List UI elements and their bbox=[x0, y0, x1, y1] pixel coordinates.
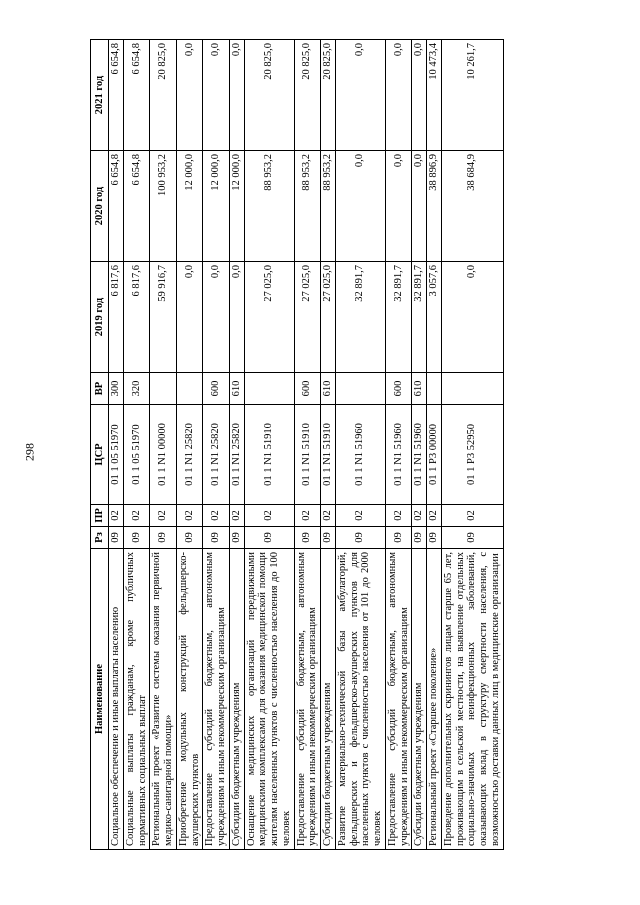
row-2019: 27 025,0 bbox=[244, 262, 294, 373]
row-2021: 0,0 bbox=[412, 40, 427, 151]
header-2020: 2020 год bbox=[91, 151, 109, 262]
row-vr: 600 bbox=[294, 373, 321, 405]
header-vr: ВР bbox=[91, 373, 109, 405]
row-rz: 09 bbox=[335, 527, 385, 549]
row-csr: 01 1 N1 51910 bbox=[321, 405, 336, 505]
row-vr: 610 bbox=[229, 373, 244, 405]
row-2021: 6 654,8 bbox=[109, 40, 124, 151]
row-2021: 6 654,8 bbox=[123, 40, 150, 151]
table-row bbox=[294, 40, 321, 850]
row-rz: 09 bbox=[441, 527, 503, 549]
row-rz: 09 bbox=[203, 527, 230, 549]
table-row bbox=[109, 40, 124, 850]
table-row bbox=[335, 40, 385, 850]
row-2020: 12 000,0 bbox=[176, 151, 203, 262]
row-2021: 0,0 bbox=[229, 40, 244, 151]
row-2020: 12 000,0 bbox=[203, 151, 230, 262]
table-row bbox=[244, 40, 294, 850]
row-vr: 600 bbox=[203, 373, 230, 405]
row-2019: 0,0 bbox=[203, 262, 230, 373]
row-name: Социальное обеспечение и иные выплаты населению bbox=[109, 549, 124, 850]
row-pr: 02 bbox=[123, 505, 150, 527]
table-row bbox=[441, 40, 503, 850]
row-rz: 09 bbox=[385, 527, 412, 549]
row-rz: 09 bbox=[412, 527, 427, 549]
row-2019: 0,0 bbox=[441, 262, 503, 373]
row-vr: 610 bbox=[321, 373, 336, 405]
row-pr: 02 bbox=[412, 505, 427, 527]
row-csr: 01 1 N1 25820 bbox=[176, 405, 203, 505]
row-2021: 20 825,0 bbox=[150, 40, 177, 151]
row-2021: 0,0 bbox=[385, 40, 412, 151]
row-name: Предоставление субсидий бюджетным, автономным учреждениям и иным некоммерческим организациям bbox=[385, 549, 412, 850]
row-2020: 0,0 bbox=[412, 151, 427, 262]
row-2020: 6 654,8 bbox=[109, 151, 124, 262]
row-vr: 600 bbox=[385, 373, 412, 405]
table-row bbox=[427, 40, 442, 850]
row-pr: 02 bbox=[385, 505, 412, 527]
row-2020: 0,0 bbox=[385, 151, 412, 262]
rotated-page-area bbox=[93, 40, 640, 850]
header-2021: 2021 год bbox=[91, 40, 109, 151]
table-row bbox=[176, 40, 203, 850]
row-2021: 20 825,0 bbox=[294, 40, 321, 151]
row-2021: 20 825,0 bbox=[321, 40, 336, 151]
row-vr: 320 bbox=[123, 373, 150, 405]
row-2019: 0,0 bbox=[229, 262, 244, 373]
row-name: Приобретение модульных конструкций фельдшерско-акушерских пунктов bbox=[176, 549, 203, 850]
row-csr: 01 1 05 51970 bbox=[109, 405, 124, 505]
row-rz: 09 bbox=[150, 527, 177, 549]
row-2020: 38 684,9 bbox=[441, 151, 503, 262]
table-header-row bbox=[91, 40, 109, 850]
row-csr: 01 1 N1 51910 bbox=[244, 405, 294, 505]
row-2021: 0,0 bbox=[203, 40, 230, 151]
header-name: Наименование bbox=[91, 549, 109, 850]
row-csr: 01 1 P3 00000 bbox=[427, 405, 442, 505]
row-2020: 6 654,8 bbox=[123, 151, 150, 262]
row-2019: 27 025,0 bbox=[294, 262, 321, 373]
row-rz: 09 bbox=[123, 527, 150, 549]
page-number: 298 bbox=[22, 443, 37, 461]
table-row bbox=[150, 40, 177, 850]
row-2019: 32 891,7 bbox=[412, 262, 427, 373]
page-number-area bbox=[0, 0, 60, 905]
row-2021: 20 825,0 bbox=[244, 40, 294, 151]
row-pr: 02 bbox=[321, 505, 336, 527]
row-vr bbox=[335, 373, 385, 405]
row-vr bbox=[176, 373, 203, 405]
row-2020: 0,0 bbox=[335, 151, 385, 262]
row-vr bbox=[441, 373, 503, 405]
row-2019: 6 817,6 bbox=[123, 262, 150, 373]
row-csr: 01 1 N1 25820 bbox=[203, 405, 230, 505]
row-pr: 02 bbox=[109, 505, 124, 527]
row-vr bbox=[427, 373, 442, 405]
row-name: Оснащение медицинских организаций передвижными медицинскими комплексами для оказания медицинской помощи жителям населенных пунктов с численностью населения до 100 человек bbox=[244, 549, 294, 850]
table-row bbox=[412, 40, 427, 850]
row-name: Субсидии бюджетным учреждениям bbox=[412, 549, 427, 850]
row-name: Предоставление субсидий бюджетным, автономным учреждениям и иным некоммерческим организациям bbox=[294, 549, 321, 850]
row-vr: 300 bbox=[109, 373, 124, 405]
row-2019: 6 817,6 bbox=[109, 262, 124, 373]
row-rz: 09 bbox=[109, 527, 124, 549]
table-row bbox=[229, 40, 244, 850]
row-pr: 02 bbox=[150, 505, 177, 527]
row-rz: 09 bbox=[176, 527, 203, 549]
row-pr: 02 bbox=[427, 505, 442, 527]
row-name: Региональный проект «Развитие системы оказания первичной медико-санитарной помощи» bbox=[150, 549, 177, 850]
row-name: Социальные выплаты гражданам, кроме публичных нормативных социальных выплат bbox=[123, 549, 150, 850]
budget-table bbox=[90, 39, 504, 850]
row-pr: 02 bbox=[441, 505, 503, 527]
row-2020: 88 953,2 bbox=[321, 151, 336, 262]
row-csr: 01 1 N1 51960 bbox=[335, 405, 385, 505]
row-2019: 32 891,7 bbox=[335, 262, 385, 373]
row-2019: 59 916,7 bbox=[150, 262, 177, 373]
row-2019: 3 057,6 bbox=[427, 262, 442, 373]
row-pr: 02 bbox=[203, 505, 230, 527]
table-row bbox=[321, 40, 336, 850]
row-2020: 12 000,0 bbox=[229, 151, 244, 262]
row-2020: 38 896,9 bbox=[427, 151, 442, 262]
row-csr: 01 1 N1 51960 bbox=[385, 405, 412, 505]
header-rz: Рз bbox=[91, 527, 109, 549]
row-rz: 09 bbox=[294, 527, 321, 549]
row-name: Проведение дополнительных скринингов лицам старше 65 лет, проживающим в сельской местности, на выявление отдельных социально-значимых неинфекционных заболеваний, оказывающих вклад в структуру смертности населения, с возможностью доставки данных лиц в медицинские организации bbox=[441, 549, 503, 850]
row-2020: 88 953,2 bbox=[244, 151, 294, 262]
row-2019: 32 891,7 bbox=[385, 262, 412, 373]
table-row bbox=[385, 40, 412, 850]
row-2019: 0,0 bbox=[176, 262, 203, 373]
row-2021: 0,0 bbox=[176, 40, 203, 151]
row-name: Предоставление субсидий бюджетным, автономным учреждениям и иным некоммерческим организациям bbox=[203, 549, 230, 850]
row-csr: 01 1 P3 52950 bbox=[441, 405, 503, 505]
header-csr: ЦСР bbox=[91, 405, 109, 505]
row-vr bbox=[244, 373, 294, 405]
row-csr: 01 1 N1 25820 bbox=[229, 405, 244, 505]
row-pr: 02 bbox=[244, 505, 294, 527]
row-name: Субсидии бюджетным учреждениям bbox=[321, 549, 336, 850]
row-2021: 10 473,4 bbox=[427, 40, 442, 151]
row-csr: 01 1 N1 00000 bbox=[150, 405, 177, 505]
header-2019: 2019 год bbox=[91, 262, 109, 373]
row-name: Развитие материально-технической базы амбулаторий, фельдшерских и фельдшерско-акушерских пунктов для населенных пунктов с численностью населения от 101 до 2000 человек bbox=[335, 549, 385, 850]
row-name: Субсидии бюджетным учреждениям bbox=[229, 549, 244, 850]
row-vr bbox=[150, 373, 177, 405]
row-2021: 0,0 bbox=[335, 40, 385, 151]
table-row bbox=[203, 40, 230, 850]
row-rz: 09 bbox=[229, 527, 244, 549]
row-name: Региональный проект «Старшее поколение» bbox=[427, 549, 442, 850]
table-row bbox=[123, 40, 150, 850]
row-pr: 02 bbox=[294, 505, 321, 527]
row-2020: 100 953,2 bbox=[150, 151, 177, 262]
row-rz: 09 bbox=[427, 527, 442, 549]
row-pr: 02 bbox=[229, 505, 244, 527]
row-2019: 27 025,0 bbox=[321, 262, 336, 373]
row-2021: 10 261,7 bbox=[441, 40, 503, 151]
row-csr: 01 1 N1 51960 bbox=[412, 405, 427, 505]
row-rz: 09 bbox=[244, 527, 294, 549]
table-wrapper bbox=[90, 40, 620, 850]
row-pr: 02 bbox=[335, 505, 385, 527]
row-rz: 09 bbox=[321, 527, 336, 549]
row-vr: 610 bbox=[412, 373, 427, 405]
row-2020: 88 953,2 bbox=[294, 151, 321, 262]
row-csr: 01 1 N1 51910 bbox=[294, 405, 321, 505]
row-csr: 01 1 05 51970 bbox=[123, 405, 150, 505]
row-pr: 02 bbox=[176, 505, 203, 527]
header-pr: ПР bbox=[91, 505, 109, 527]
